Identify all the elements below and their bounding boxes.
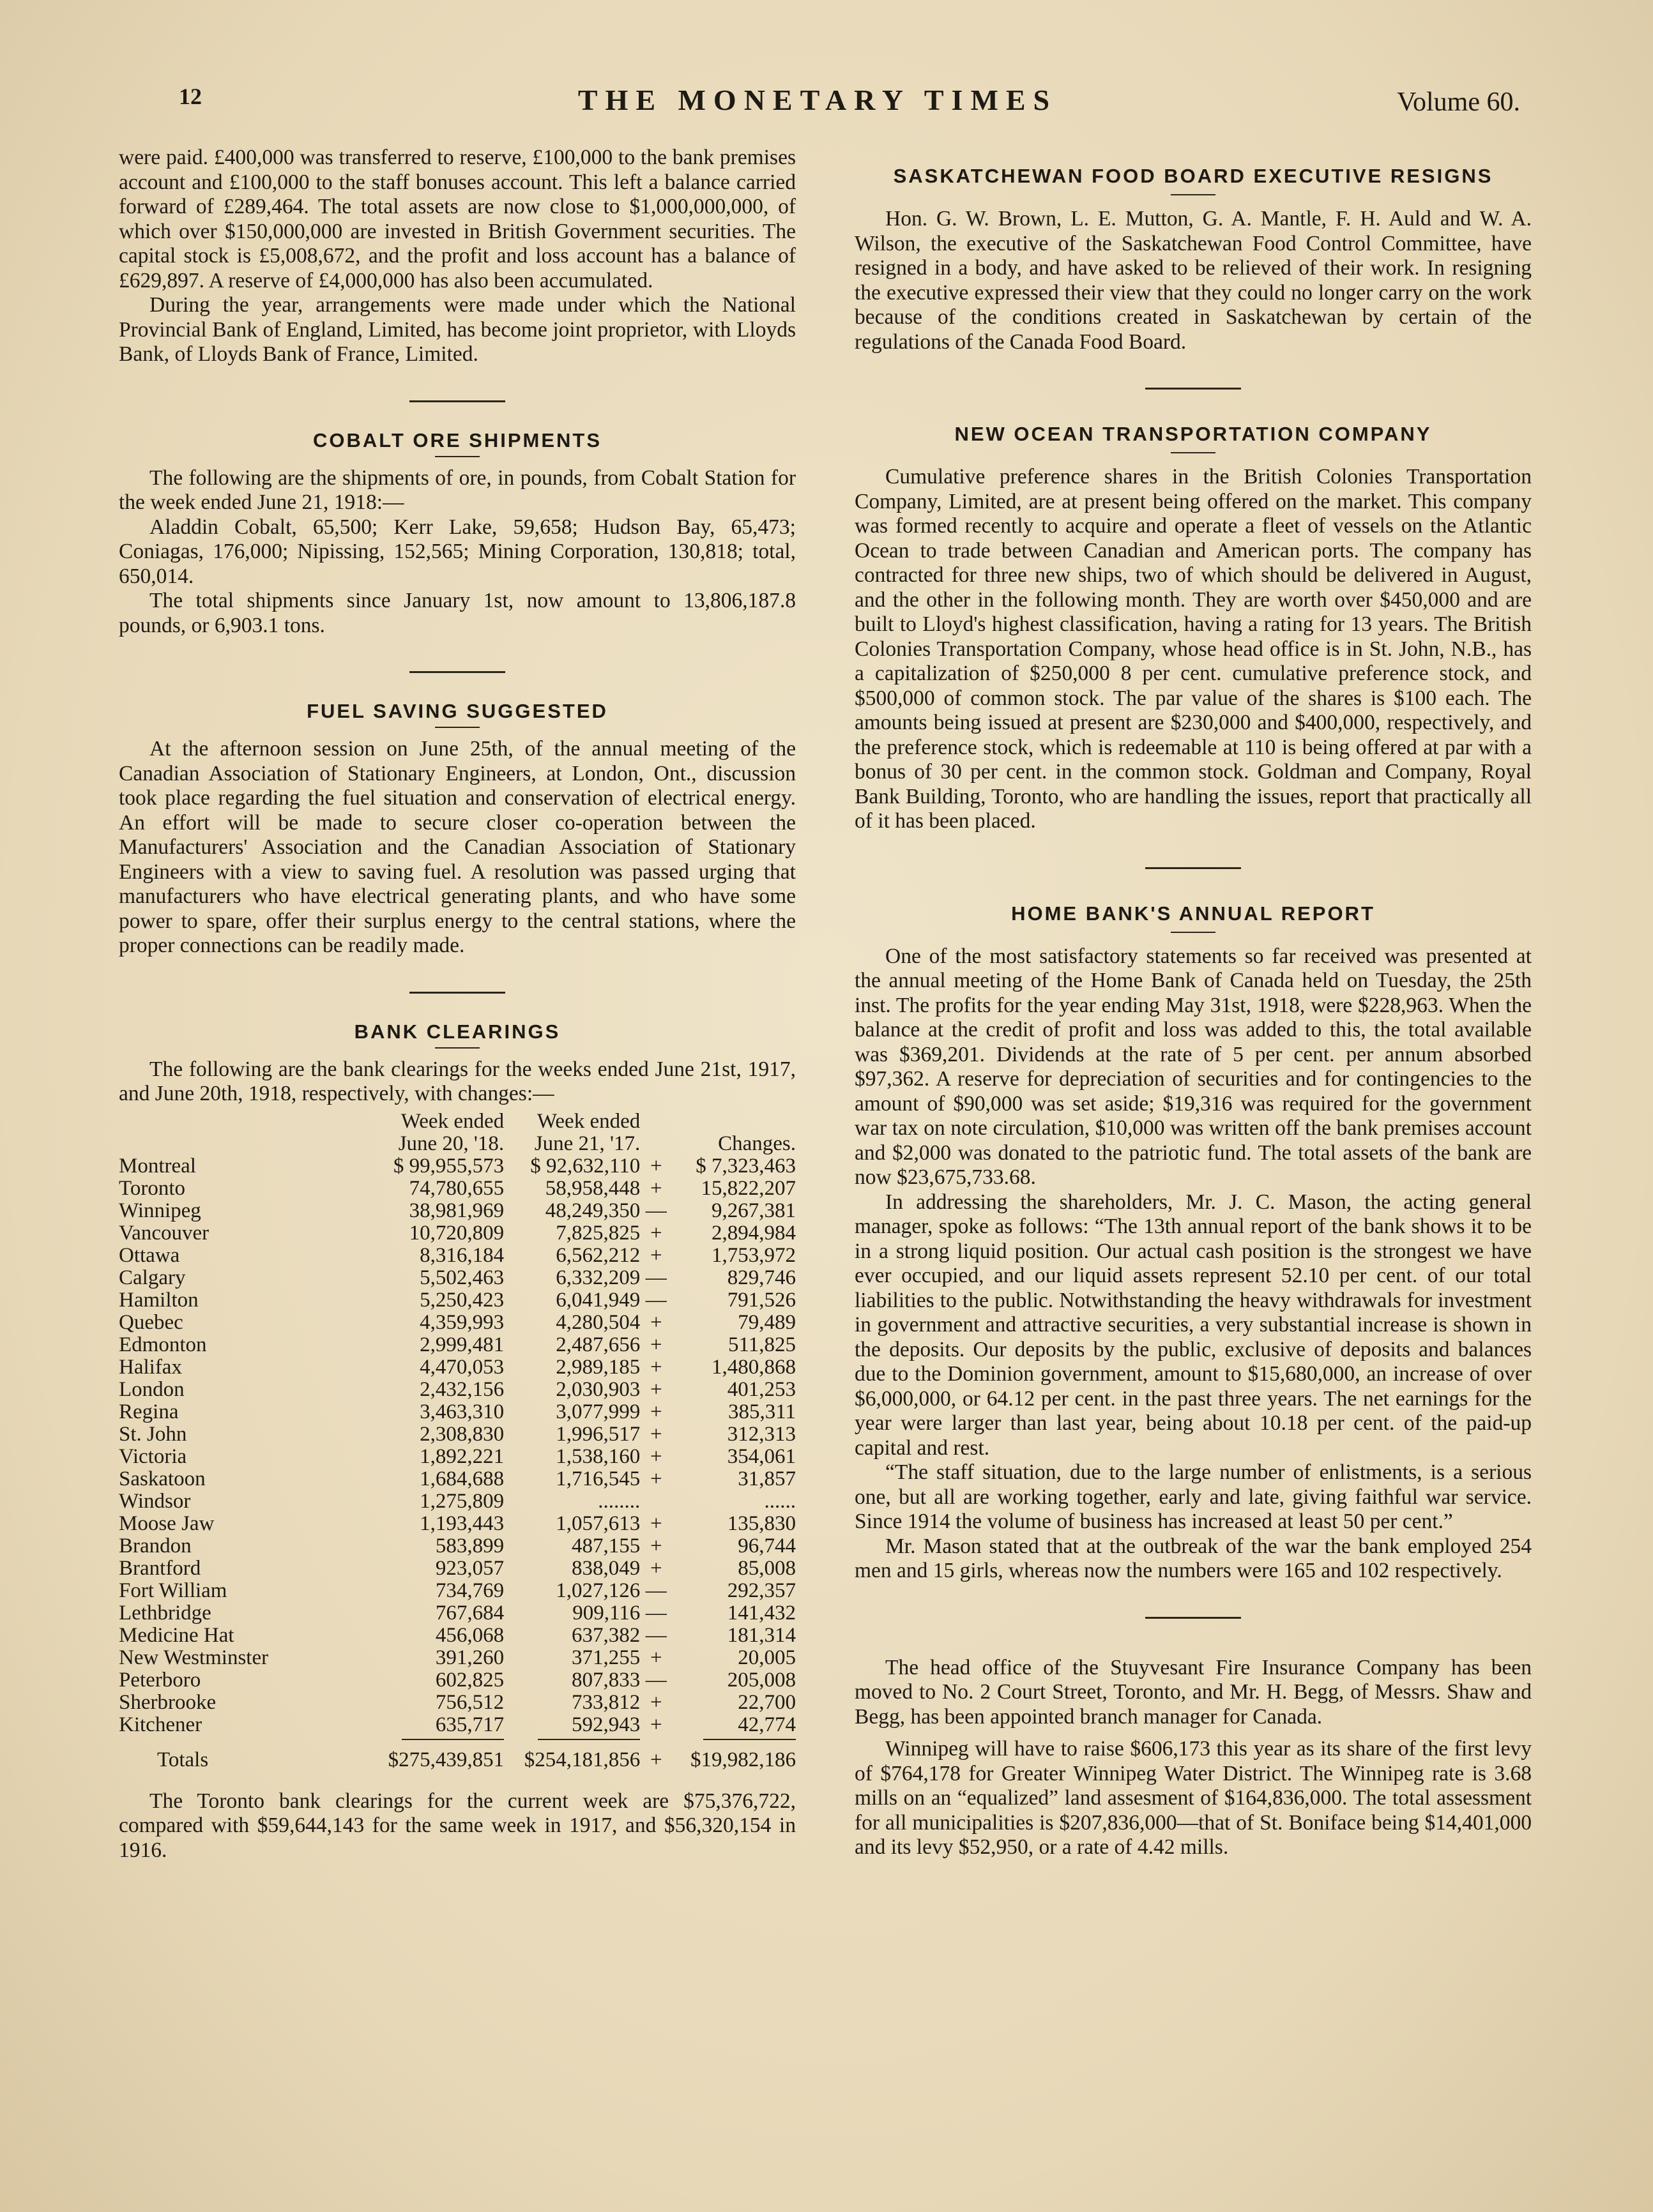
table-cell-y1917: 6,041,949 [556,1288,641,1312]
table-row [119,1245,796,1267]
table-row [119,1267,796,1289]
table-row [119,1557,796,1580]
table-row [119,1401,796,1423]
table-cell-y1918: 456,068 [435,1623,505,1647]
column-header: Changes. [718,1132,796,1155]
table-cell-sign: — [645,1288,667,1312]
table-cell-y1918: 1,684,688 [420,1467,505,1490]
misc-notes-section [855,1656,1532,1860]
table-cell-y1918: 391,260 [435,1646,505,1669]
table-cell-y1917: 48,249,350 [545,1199,641,1222]
table-cell-sign: + [650,1243,662,1267]
cobalt-paragraph: The following are the shipments of ore, in pounds, from Cobalt Station for the week ended June 21, 1918:— [119,466,796,514]
table-cell-y1918: 4,470,053 [420,1355,505,1379]
table-cell-change: 42,774 [738,1713,796,1736]
table-cell-y1917: 733,812 [572,1690,641,1714]
table-cell-y1918: 583,899 [435,1534,505,1557]
table-cell-y1917: 1,996,517 [556,1422,641,1446]
table-row [119,1625,796,1647]
table-cell-y1918: 5,502,463 [420,1266,505,1289]
home-bank-paragraph: One of the most satisfactory statements so far received was presented at the annual meeting of the Home Bank of Canada held on Tuesday, the 25th inst. The profits for the year ending May 31st, 1918, were $228,963. When the balance at the credit of profit and loss was added to this, the total available was $369,201. Dividends at the rate of 5 per cent. per annum absorbed $97,362. A reserve for depreciation of securities and for contingencies to the amount of $90,000 was set aside; $19,316 was required for the government war tax on note circulation, $10,000 was written off the bank premises account and $2,000 was donated to the patriotic fund. The total assets of the bank are now $23,675,733.68. [855,944,1532,1189]
volume-label: Volume 60. [1397,87,1520,117]
table-cell-y1917: $ 92,632,110 [530,1154,641,1178]
table-cell-sign: + [650,1400,662,1423]
table-cell-sign: + [650,1355,662,1379]
table-cell-y1918: 38,981,969 [409,1199,505,1222]
table-cell-city: Brantford [119,1556,201,1580]
table-cell-y1918: 2,308,830 [420,1422,505,1446]
clearings-heading: BANK CLEARINGS [354,1020,561,1043]
table-cell-change: 9,267,381 [712,1199,796,1222]
table-row [119,1714,796,1736]
table-cell-change: 205,008 [727,1668,796,1692]
table-cell-y1918: 74,780,655 [409,1176,505,1200]
table-cell-city: Quebec [119,1310,183,1334]
table-cell-sign: + [650,1534,662,1557]
table-row [119,1490,796,1513]
table-cell-y1918: 602,825 [435,1668,505,1692]
table-row [119,1423,796,1446]
table-row [119,1155,796,1178]
left-column [119,146,796,1863]
table-cell-sign: + [650,1556,662,1580]
table-cell-city: Toronto [119,1176,186,1200]
home-bank-heading: HOME BANK'S ANNUAL REPORT [1011,902,1375,925]
totals-cell-sign: + [650,1748,662,1771]
table-cell-city: Saskatoon [119,1467,206,1490]
sask-heading: SASKATCHEWAN FOOD BOARD EXECUTIVE RESIGNS [893,165,1493,187]
table-cell-y1918: 635,717 [435,1713,505,1736]
table-row [119,1222,796,1245]
fuel-paragraph: At the afternoon session on June 25th, of the annual meeting of the Canadian Association of Stationary Engineers, at London, Ont., discussion took place regarding the fuel situation and conservation of electrical energy. An effort will be made to secure closer co-operation between the Manufacturers' Association and the Canadian Association of Stationary Engineers with a view to saving fuel. A resolution was passed urging that manufacturers who have electrical generating plants, and who have some power to spare, offer their surplus energy to the central stations, where the proper connections can be readily made. [119,737,796,957]
table-cell-city: Fort William [119,1579,227,1602]
table-row [119,1446,796,1468]
table-header-row [119,1133,796,1155]
table-cell-y1918: 1,193,443 [420,1511,505,1535]
table-cell-y1918: 1,892,221 [420,1444,505,1468]
table-row [119,1334,796,1356]
cobalt-section [119,429,796,639]
table-cell-y1918: 1,275,809 [420,1489,505,1513]
table-cell-change: 22,700 [738,1690,796,1714]
table-row [119,1669,796,1692]
heading-rule [1171,932,1215,933]
table-cell-city: London [119,1377,185,1401]
table-cell-y1917: 2,030,903 [556,1377,641,1401]
table-cell-y1918: 8,316,184 [420,1243,505,1267]
column-header: June 21, '17. [534,1132,641,1155]
table-cell-y1918: 756,512 [435,1690,505,1714]
misc-paragraph: Winnipeg will have to raise $606,173 this year as its share of the first levy of $764,178 for Greater Winnipeg Water District. The Winnipeg rate is 3.68 mills on an “equalized” land assesment of $164,836,000. The total assessment for all municipalities is $207,836,000—that of St. Boniface being $14,401,000 and its levy $52,950, or a rate of 4.42 mills. [855,1737,1532,1859]
right-column [855,146,1532,1860]
table-cell-change: 15,822,207 [701,1176,796,1200]
heading-rule [435,727,480,728]
table-cell-city: Peterboro [119,1668,201,1692]
table-cell-change: $ 7,323,463 [696,1154,796,1178]
table-cell-y1917: 1,716,545 [556,1467,641,1490]
table-cell-y1917: 6,332,209 [556,1266,641,1289]
table-cell-y1918: 4,359,993 [420,1310,505,1334]
table-cell-city: Medicine Hat [119,1623,234,1647]
table-cell-sign: + [650,1467,662,1490]
table-row [119,1602,796,1625]
table-row [119,1692,796,1714]
table-cell-sign: + [650,1154,662,1178]
table-cell-change: 385,311 [727,1400,796,1423]
table-cell-change: ...... [764,1489,796,1513]
table-cell-y1917: 838,049 [572,1556,641,1580]
table-cell-sign: + [650,1444,662,1468]
table-cell-y1918: 767,684 [435,1601,505,1625]
table-cell-y1917: 807,833 [572,1668,641,1692]
misc-paragraph: The head office of the Stuyvesant Fire Insurance Company has been moved to No. 2 Court Street, Toronto, and Mr. H. Begg, of Messrs. Shaw and Begg, has been appointed branch manager for Canada. [855,1655,1532,1729]
table-cell-city: Victoria [119,1444,187,1468]
table-cell-y1917: 2,989,185 [556,1355,641,1379]
table-cell-change: 1,480,868 [712,1355,796,1379]
table-cell-city: Lethbridge [119,1601,211,1625]
table-row [119,1356,796,1379]
table-row [119,1647,796,1669]
table-cell-y1917: 2,487,656 [556,1333,641,1356]
totals-rule-row [119,1736,796,1743]
table-row [119,1580,796,1602]
totals-cell-y1918: $275,439,851 [388,1748,505,1771]
table-row [119,1379,796,1401]
ocean-heading: NEW OCEAN TRANSPORTATION COMPANY [954,423,1432,445]
table-cell-y1917: 1,538,160 [556,1444,641,1468]
table-cell-city: Winnipeg [119,1199,201,1222]
totals-row [119,1743,796,1771]
table-row [119,1535,796,1557]
table-cell-sign: + [650,1221,662,1245]
table-cell-city: St. John [119,1422,187,1446]
home-bank-paragraph: “The staff situation, due to the large number of enlistments, is a serious one, but all are working together, early and late, giving faithful war service. Since 1914 the volume of business has increased at least 50 per cent.” [855,1460,1532,1533]
totals-cell-label: Totals [157,1748,209,1771]
table-cell-y1918: 923,057 [435,1556,505,1580]
table-cell-y1918: 2,432,156 [420,1377,505,1401]
sask-paragraph: Hon. G. W. Brown, L. E. Mutton, G. A. Mantle, F. H. Auld and W. A. Wilson, the executive of the Saskatchewan Food Control Committee, have resigned in a body, and have asked to be relieved of their work. In resigning the executive expressed their view that they could no longer carry on the work because of the conditions created in Saskatchewan by certain of the regulations of the Canada Food Board. [855,207,1532,354]
home-bank-paragraph: In addressing the shareholders, Mr. J. C. Mason, the acting general manager, spoke as follows: “The 13th annual report of the bank shows it to be in a strong liquid position. Our actual cash position is the strongest we have ever occupied, and our liquid assets represent 52.10 per cent. of our total liabilities to the public. Notwithstanding the heavy withdrawals for investment in government and attractive securities, a very substantial increase is shown in the deposits. Our deposits by the public, exclusive of deposits and balances due to the Dominion government, amount to $15,680,000, an increase of over $6,000,000, or 64.12 per cent. in the past three years. The net earnings for the year were larger than last year, being about 10.18 per cent. of the paid-up capital and rest. [855,1190,1532,1460]
cobalt-paragraph: The total shipments since January 1st, now amount to 13,806,187.8 pounds, or 6,903.1 tons. [119,589,796,637]
table-cell-sign: — [645,1199,667,1222]
home-bank-paragraph: Mr. Mason stated that at the outbreak of the war the bank employed 254 men and 15 girls, whereas now the numbers were 165 and 102 respectively. [855,1534,1532,1582]
table-row [119,1312,796,1334]
table-cell-sign: + [650,1713,662,1736]
fuel-heading: FUEL SAVING SUGGESTED [307,700,608,722]
table-cell-sign: + [650,1333,662,1356]
table-row [119,1289,796,1312]
table-cell-change: 135,830 [727,1511,796,1535]
table-cell-change: 141,432 [727,1601,796,1625]
sask-section [855,165,1532,354]
intro-paragraph: were paid. £400,000 was transferred to reserve, £100,000 to the bank premises account and £100,000 to the staff bonuses account. This left a balance carried forward of £289,464. The total assets are now close to $1,000,000,000, of which over $150,000,000 are invested in British Government securities. The capital stock is £5,008,672, and the profit and loss account has a balance of £629,897. A reserve of £4,000,000 has also been accumulated. [119,146,796,292]
table-row [119,1200,796,1222]
table-cell-change: 829,746 [727,1266,796,1289]
heading-rule [1171,194,1215,195]
table-cell-change: 1,753,972 [712,1243,796,1267]
table-cell-city: New Westminster [119,1646,269,1669]
table-cell-sign: + [650,1310,662,1334]
table-cell-change: 31,857 [738,1467,796,1490]
table-cell-y1917: 7,825,825 [556,1221,641,1245]
table-cell-change: 2,894,984 [712,1221,796,1245]
publication-title: THE MONETARY TIMES [577,84,1058,116]
table-row [119,1468,796,1490]
table-row [119,1513,796,1535]
table-cell-sign: + [650,1176,662,1200]
heading-rule [435,456,480,457]
table-cell-y1918: 5,250,423 [420,1288,505,1312]
table-cell-change: 401,253 [727,1377,796,1401]
totals-cell-change: $19,982,186 [690,1748,796,1771]
table-cell-city: Windsor [119,1489,191,1513]
table-cell-change: 181,314 [727,1623,796,1647]
table-cell-sign [640,1490,672,1513]
table-row [119,1178,796,1200]
table-cell-y1917: ........ [598,1489,641,1513]
cobalt-heading: COBALT ORE SHIPMENTS [312,428,602,451]
table-cell-change: 354,061 [727,1444,796,1468]
table-cell-y1918: 3,463,310 [420,1400,505,1423]
heading-rule [435,1047,480,1049]
heading-rule [1171,452,1215,453]
page-header [115,83,1520,121]
table-cell-city: Montreal [119,1154,196,1178]
intro-paragraph: During the year, arrangements were made under which the National Provincial Bank of England, Limited, has become joint proprietor, with Lloyds Bank, of Lloyds Bank of France, Limited. [119,293,796,366]
column-header: Week ended [400,1109,505,1133]
table-cell-change: 79,489 [738,1310,796,1334]
home-bank-section [855,902,1532,1584]
table-cell-city: Vancouver [119,1221,209,1245]
table-cell-y1918: 10,720,809 [409,1221,505,1245]
clearings-intro: The following are the bank clearings for the weeks ended June 21st, 1917, and June 20th, 1918, respectively, with changes:— [119,1057,796,1105]
table-cell-city: Brandon [119,1534,192,1557]
table-cell-sign: — [645,1579,667,1602]
table-cell-city: Ottawa [119,1243,180,1267]
table-cell-change: 96,744 [738,1534,796,1557]
table-cell-sign: + [650,1377,662,1401]
column-header: Week ended [537,1109,641,1133]
table-cell-change: 791,526 [727,1288,796,1312]
table-cell-city: Calgary [119,1266,186,1289]
table-cell-y1917: 4,280,504 [556,1310,641,1334]
table-cell-y1918: $ 99,955,573 [393,1154,505,1178]
fuel-section [119,700,796,958]
table-cell-sign: — [645,1668,667,1692]
column-header: June 20, '18. [398,1132,505,1155]
table-cell-city: Sherbrooke [119,1690,217,1714]
table-header-row [119,1110,796,1133]
table-cell-y1917: 1,057,613 [556,1511,641,1535]
clearings-closing: The Toronto bank clearings for the current week are $75,376,722, compared with $59,644,143 for the same week in 1917, and $56,320,154 in 1916. [119,1789,796,1862]
table-cell-city: Halifax [119,1355,182,1379]
table-cell-city: Moose Jaw [119,1511,215,1535]
table-cell-sign: — [645,1601,667,1625]
ocean-section [855,423,1532,834]
table-cell-sign: — [645,1266,667,1289]
table-cell-y1917: 637,382 [572,1623,641,1647]
cobalt-paragraph: Aladdin Cobalt, 65,500; Kerr Lake, 59,658; Hudson Bay, 65,473; Coniagas, 176,000; Nipissing, 152,565; Mining Corporation, 130,818; total, 650,014. [119,515,796,588]
table-cell-city: Regina [119,1400,179,1423]
table-cell-y1917: 487,155 [572,1534,641,1557]
ocean-paragraph: Cumulative preference shares in the British Colonies Transportation Company, Limited, are at present being offered on the market. This company was formed recently to acquire and operate a fleet of vessels on the Atlantic Ocean to trade between Canadian and American ports. The company has contracted for three new ships, two of which should be delivered in August, and the other in the following month. They are worth over $450,000 and are built to Lloyd's highest classification, having a rating for 13 years. The British Colonies Transportation Company, whose head office is in St. John, N.B., has a capitalization of $250,000 8 per cent. cumulative preference stock, and $500,000 of common stock. The par value of the shares is $100 each. The amounts being issued at present are $230,000 and $400,000, respectively, and the preference stock, which is redeemable at 110 is being offered at par with a bonus of 30 per cent. in the common stock. Goldman and Company, Royal Bank Building, Toronto, who are handling the issues, report that practically all of it has been placed. [855,465,1532,833]
table-cell-y1917: 6,562,212 [556,1243,641,1267]
clearings-table [119,1110,796,1771]
table-cell-y1917: 1,027,126 [556,1579,641,1602]
table-cell-change: 20,005 [738,1646,796,1669]
table-cell-sign: + [650,1422,662,1446]
table-cell-y1918: 734,769 [435,1579,505,1602]
table-cell-city: Edmonton [119,1333,207,1356]
table-cell-y1917: 592,943 [572,1713,641,1736]
table-cell-change: 511,825 [727,1333,796,1356]
table-cell-y1917: 3,077,999 [556,1400,641,1423]
table-cell-city: Kitchener [119,1713,202,1736]
table-cell-y1917: 909,116 [572,1601,641,1625]
table-cell-change: 85,008 [738,1556,796,1580]
totals-cell-y1917: $254,181,856 [524,1748,641,1771]
clearings-section [119,1020,796,1863]
table-cell-city: Hamilton [119,1288,199,1312]
page-number: 12 [179,84,202,109]
table-cell-sign: + [650,1511,662,1535]
table-cell-y1917: 371,255 [572,1646,641,1669]
table-cell-sign: + [650,1690,662,1714]
table-cell-y1917: 58,958,448 [545,1176,641,1200]
table-cell-sign: — [645,1623,667,1647]
table-cell-change: 312,313 [727,1422,796,1446]
table-cell-sign: + [650,1646,662,1669]
table-cell-y1918: 2,999,481 [420,1333,505,1356]
table-cell-change: 292,357 [727,1579,796,1602]
